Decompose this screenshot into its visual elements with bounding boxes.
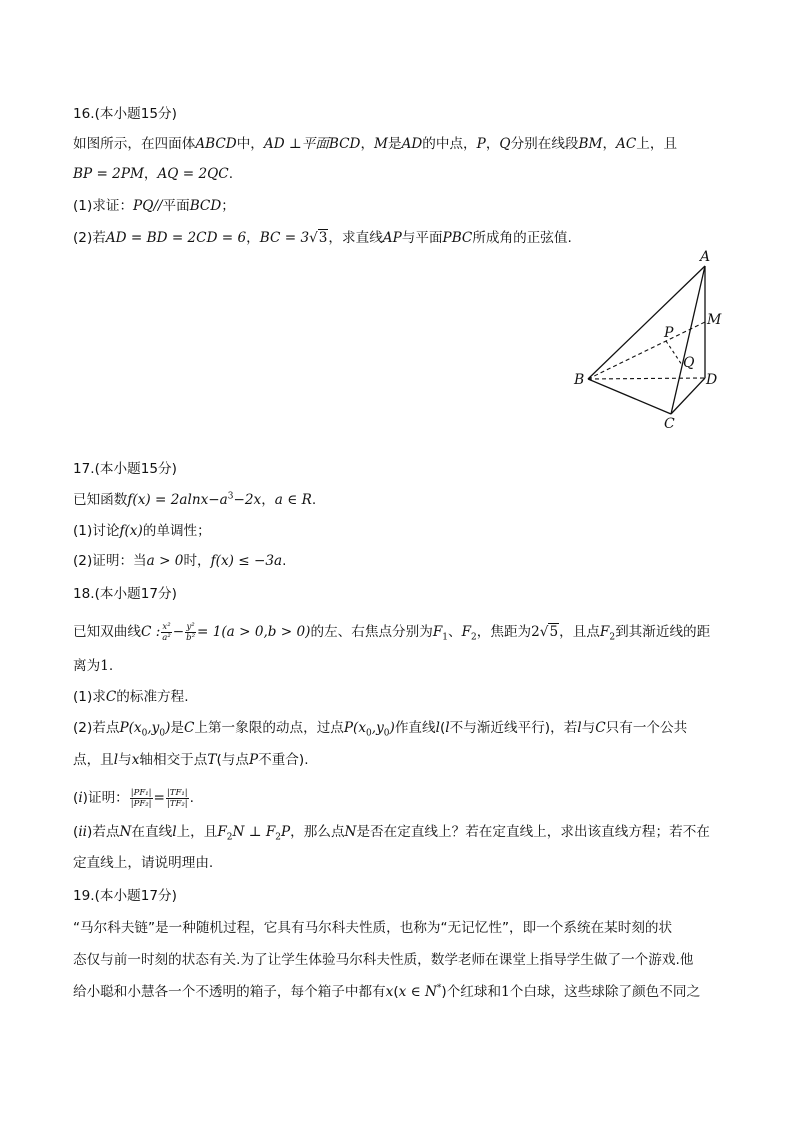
edge-BD-hidden [588,378,705,379]
edge-BC [588,379,671,414]
q18-part2-line1: (2)若点$P(x_0,y_0)$是C上第一象限的动点，过点$P(x_0,y_0)$作直线l(l不与渐近线平行)，若l与C只有一个公共 [73,720,688,739]
q19-paragraph-line3: 给小聪和小慧各一个不透明的箱子，每个箱子中都有x(x ∈ N*)个红球和1个白球，这些球除了颜色不同之 [73,983,701,1000]
q18-part1: (1)求C的标准方程. [73,689,189,705]
q16-part1: (1)求证：PQ//平面BCD； [73,198,235,214]
edge-AC [671,266,705,414]
q17-statement: 已知函数$f(x) = 2alnx-a^3-2x$，a ∈ R. [73,491,317,508]
q18-sub1: (i)证明： $\frac{\text{|PF₁|}}{\text{|PF₂|}}$ = $\frac{\text{|TF₁|}}{\text{|TF₂|}}$ . [73,787,194,809]
q16-header: 16.(本小题15分) [73,106,177,122]
q19-paragraph-line2: 态仅与前一时刻的状态有关.为了让学生体验马尔科夫性质，数学老师在课堂上指导学生做了一个游戏.他 [73,952,694,968]
q18-statement-line2: 离为1. [73,658,114,674]
tetrahedron-figure [560,246,740,436]
q17-part2: (2)证明：当a > 0时，f(x) ≤ −3a. [73,553,287,569]
segment-PQ-hidden [666,341,682,365]
q19-header: 19.(本小题17分) [73,888,177,904]
q18-header: 18.(本小题17分) [73,586,177,602]
q16-statement-line2: BP = 2PM，AQ = 2QC. [73,166,234,182]
vertex-label-C: C [664,416,675,432]
point-label-M: M [707,312,722,328]
q16-statement-line1: 如图所示，在四面体ABCD中，AD ⊥平面BCD，M是AD的中点，P，Q分别在线段BM，AC上，且 [73,136,678,152]
edge-CD [671,378,705,414]
vertex-label-A: A [700,249,711,265]
q18-sub2-line2: 定直线上，请说明理由. [73,855,214,871]
q19-paragraph-line1: “马尔科夫链”是一种随机过程，它具有马尔科夫性质，也称为“无记忆性”，即一个系统在某时刻的状 [73,920,673,936]
point-label-P: P [664,325,674,341]
q17-header: 17.(本小题15分) [73,461,177,477]
q18-sub2-line1: (ii)若点N在直线l上，且$F_2N$ ⊥ $F_2P$，那么点N是否在定直线上？若在定直线上，求出该直线方程；若不在 [73,824,710,843]
q18-statement-line1: 已知双曲线C : $\frac{\text{x²}}{\text{a²}}$ − $\frac{\text{y²}}{\text{b²}}$ = 1(a > 0,b > 0)的左、右焦点分别为$F_1$、$F_2$，焦距为2√5，且点$F_2$到其渐近线的距 [73,621,711,643]
vertex-label-D: D [706,372,718,388]
q18-part2-line2: 点，且l与x轴相交于点T(与点P不重合). [73,752,309,768]
vertex-label-B: B [574,372,585,388]
q16-part2: (2)若AD = BD = 2CD = 6，BC = 3√3，求直线AP与平面PBC所成角的正弦值. [73,230,572,246]
point-label-Q: Q [683,355,695,371]
q17-part1: (1)讨论f(x)的单调性； [73,523,211,539]
